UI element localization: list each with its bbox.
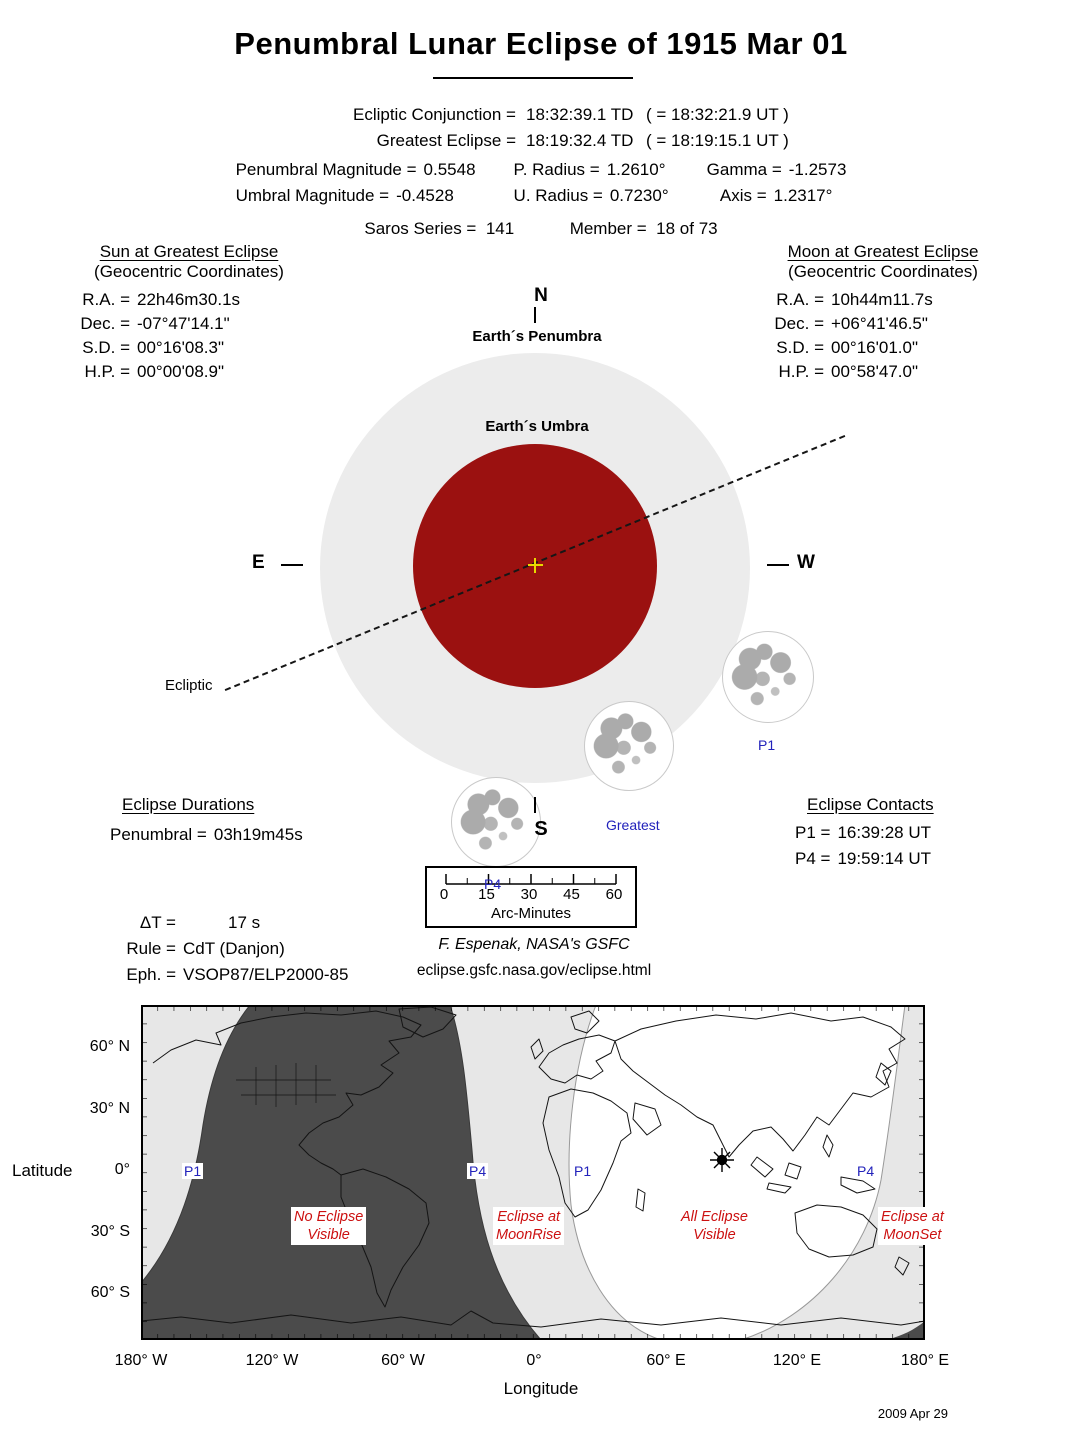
compass-east-label: E [252,552,265,573]
conjunction-label: Ecliptic Conjunction = [352,105,516,124]
south-tick [534,797,536,813]
umbral-magnitude-label: Umbral Magnitude = [235,186,390,205]
eclipse-at-moonset-label [878,1207,947,1245]
gamma-value: -1.2573 [788,160,847,179]
region-label-line: MoonRise [496,1227,562,1243]
north-tick [534,307,536,323]
moon-sd-label: S.D. = [776,338,824,357]
compass-west-label: W [797,552,815,573]
umbra-label: Earth´s Umbra [485,418,589,435]
sun-block-subheader: (Geocentric Coordinates) [94,262,284,281]
contact-p4-label: P4 = [795,849,831,868]
contacts-header: Eclipse Contacts [807,795,934,814]
moon-block-header: Moon at Greatest Eclipse [787,242,979,261]
penumbral-duration-value: 03h19m45s [213,825,303,844]
all-eclipse-visible-label [678,1207,751,1245]
scale-axis-label: Arc-Minutes [490,905,572,922]
moon-hp-label: H.P. = [778,362,824,381]
p-radius-value: 1.2610° [606,160,666,179]
greatest-ut: ( = 18:19:15.1 UT ) [646,131,789,150]
moon-p1-label: P1 [758,737,776,753]
delta-t-value: 17 s [228,913,261,932]
lat-tick-30n: 30° N [89,1100,130,1117]
saros-line [0,219,1082,239]
penumbra-label: Earth´s Penumbra [472,328,602,345]
author-credit: F. Espenak, NASA's GSFC [438,936,630,953]
sun-coordinates-block [64,242,314,386]
moon-at-greatest [584,701,674,791]
page-title: Penumbral Lunar Eclipse of 1915 Mar 01 [234,26,848,61]
lon-tick-120e: 120° E [772,1352,822,1369]
longitude-axis-title: Longitude [503,1379,579,1398]
map-p1-west-marker: P1 [184,1163,202,1179]
scale-tick-60: 60 [605,886,623,903]
scale-tick-0: 0 [439,886,449,903]
compass-north-label: N [534,285,548,306]
title-underline [433,77,633,79]
saros-member-label: Member = [569,219,647,238]
saros-member-value: 18 of 73 [656,219,718,238]
greatest-label: Greatest Eclipse = [376,131,516,150]
map-p4-east-marker: P4 [857,1163,875,1179]
lat-tick-30s: 30° S [90,1223,130,1240]
map-p1-east-marker: P1 [574,1163,592,1179]
sun-block-header: Sun at Greatest Eclipse [99,242,279,261]
moon-dec-label: Dec. = [774,314,824,333]
moon-ra-value: 10h44m11.7s [831,290,933,309]
lat-tick-60n: 60° N [89,1038,130,1055]
west-tick [767,564,789,566]
axis-label: Axis = [719,186,767,205]
moon-sd-value: 00°16'01.0" [831,338,918,357]
lon-tick-180e: 180° E [900,1352,950,1369]
ephemeris-value: VSOP87/ELP2000-85 [183,965,349,984]
region-label-line: All Eclipse [681,1209,748,1225]
p-radius-label: P. Radius = [513,160,600,179]
sun-ra-value: 22h46m30.1s [137,290,241,309]
penumbral-magnitude-label: Penumbral Magnitude = [235,160,417,179]
moon-ra-label: R.A. = [776,290,824,309]
region-label-line: Eclipse at [881,1209,944,1225]
greatest-eclipse-row [0,128,1082,154]
east-tick [281,564,303,566]
credit-url: eclipse.gsfc.nasa.gov/eclipse.html [416,962,652,979]
sun-ra-label: R.A. = [82,290,130,309]
latitude-axis-title: Latitude [12,1161,73,1180]
contact-p4-value: 19:59:14 UT [837,849,932,868]
eclipse-at-moonrise-label [493,1207,564,1245]
scale-tick-45: 45 [563,886,580,903]
region-label-line: MoonSet [883,1227,942,1243]
gamma-label: Gamma = [706,160,782,179]
lat-tick-60s: 60° S [90,1284,130,1301]
event-times [0,102,1082,154]
region-label-line: Visible [693,1227,736,1243]
u-radius-value: 0.7230° [609,186,669,205]
conjunction-row [0,102,1082,128]
moon-p4-label: P4 [484,876,502,892]
lon-tick-120w: 120° W [245,1352,299,1369]
map-p4-west-marker: P4 [469,1163,487,1179]
visibility-map [141,1005,944,1340]
plot-date: 2009 Apr 29 [877,1406,948,1421]
penumbral-magnitude-value: 0.5548 [423,160,476,179]
lat-tick-0: 0° [114,1161,130,1178]
lon-tick-60w: 60° W [381,1352,425,1369]
rule-label: Rule = [126,939,176,958]
moon-greatest-label: Greatest [606,817,660,833]
moon-block-subheader: (Geocentric Coordinates) [788,262,978,281]
scale-tick-15: 15 [478,886,495,903]
lon-tick-180w: 180° W [114,1352,168,1369]
region-label-line: Eclipse at [497,1209,561,1225]
penumbral-duration-label: Penumbral = [110,825,207,844]
moon-dec-value: +06°41'46.5" [831,314,928,333]
eclipse-contacts-block [795,795,934,875]
eclipse-durations-block [110,795,303,845]
greatest-td: 18:19:32.4 TD [526,131,634,150]
moon-hp-value: 00°58'47.0" [831,362,918,381]
ephemeris-label: Eph. = [126,965,176,984]
sun-hp-label: H.P. = [84,362,130,381]
moon-at-p1 [722,631,814,723]
delta-t-label: ΔT = [139,913,176,932]
ecliptic-label: Ecliptic [165,677,213,694]
no-eclipse-visible-label [291,1207,366,1245]
world-map [141,1005,925,1340]
rule-value: CdT (Danjon) [183,939,285,958]
radius-column [514,160,669,206]
scale-tick-30: 30 [520,886,538,903]
umbral-magnitude-value: -0.4528 [396,186,454,205]
axis-value: 1.2317° [773,186,833,205]
durations-header: Eclipse Durations [122,795,255,814]
gamma-axis-column [707,160,847,206]
magnitude-column [236,160,476,206]
sun-sd-label: S.D. = [82,338,130,357]
moon-coordinates-block [758,242,1008,386]
saros-series-label: Saros Series = [364,219,477,238]
saros-series-value: 141 [485,219,515,238]
compass-south-label: S [534,818,548,840]
eclipse-parameters [0,160,1082,206]
contact-p1-label: P1 = [795,823,831,842]
region-label-line: No Eclipse [294,1209,364,1225]
sun-dec-value: -07°47'14.1" [137,314,230,333]
shadow-axis-cross-icon [534,558,536,573]
sun-dec-label: Dec. = [80,314,130,333]
region-label-line: Visible [307,1227,350,1243]
contact-p1-value: 16:39:28 UT [837,823,932,842]
lon-tick-60e: 60° E [646,1352,686,1369]
conjunction-ut: ( = 18:32:21.9 UT ) [646,105,789,124]
sun-hp-value: 00°00'08.9" [137,362,224,381]
sun-sd-value: 00°16'08.3" [137,338,224,357]
u-radius-label: U. Radius = [513,186,603,205]
lon-tick-0: 0° [526,1352,542,1369]
conjunction-td: 18:32:39.1 TD [526,105,634,124]
